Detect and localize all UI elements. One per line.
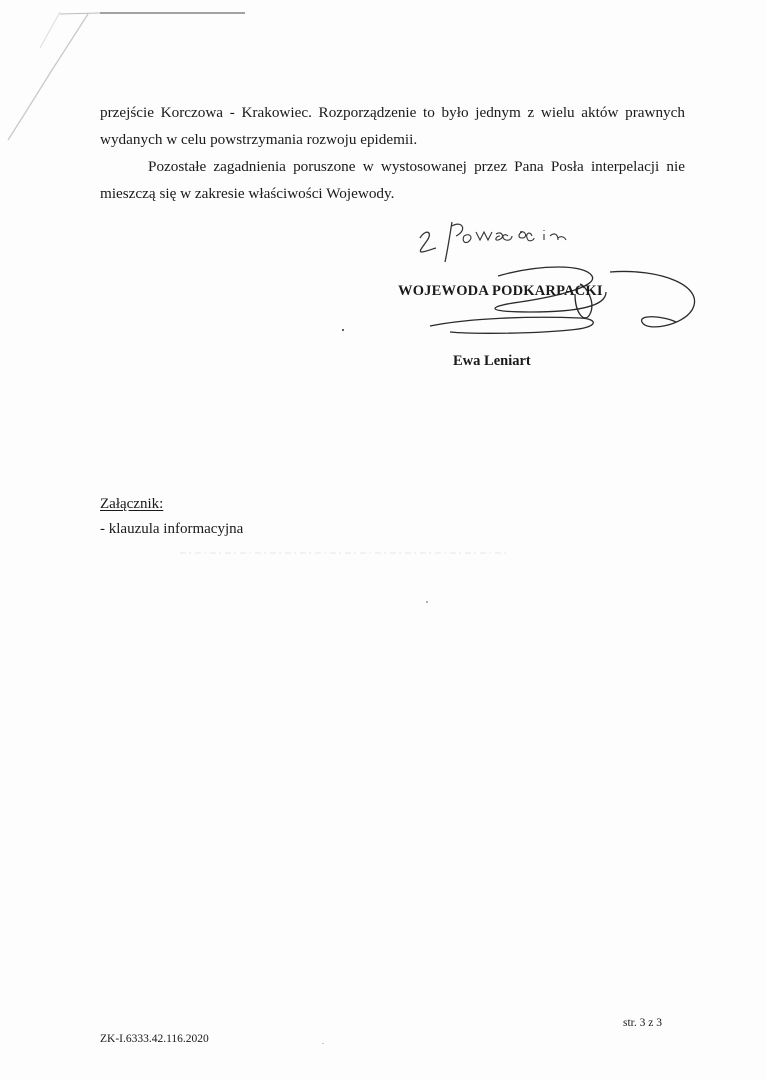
attachment-heading: Załącznik: (100, 496, 164, 512)
handwritten-annotation (412, 218, 572, 266)
signature-block (380, 262, 700, 382)
attachment-item: - klauzula informacyjna (100, 521, 244, 537)
handwritten-signature (410, 262, 700, 344)
scan-speck (426, 601, 428, 603)
document-reference: ZK-I.6333.42.116.2020 (100, 1033, 209, 1045)
body-line: wydanych w celu powstrzymania rozwoju epidemii. (100, 131, 418, 148)
signer-name: Ewa Leniart (453, 353, 531, 369)
paragraph-other-issues (100, 153, 685, 207)
body-line: mieszczą się w zakresie właściwości Wojewody. (100, 185, 395, 202)
body-line: Pozostałe zagadnienia poruszone w wystosowanej przez Pana Posła interpelacji nie (148, 158, 685, 175)
scan-speck (342, 329, 344, 331)
letter-body (100, 99, 685, 207)
scan-speck (322, 1043, 324, 1044)
page-number: str. 3 z 3 (623, 1017, 662, 1029)
scan-faint-mark (180, 550, 510, 556)
body-line: przejście Korczowa - Krakowiec. Rozporządzenie to było jednym z wielu aktów prawnych (100, 104, 685, 121)
paragraph-border-crossing (100, 99, 685, 153)
signer-title: WOJEWODA PODKARPACKI (398, 283, 603, 299)
